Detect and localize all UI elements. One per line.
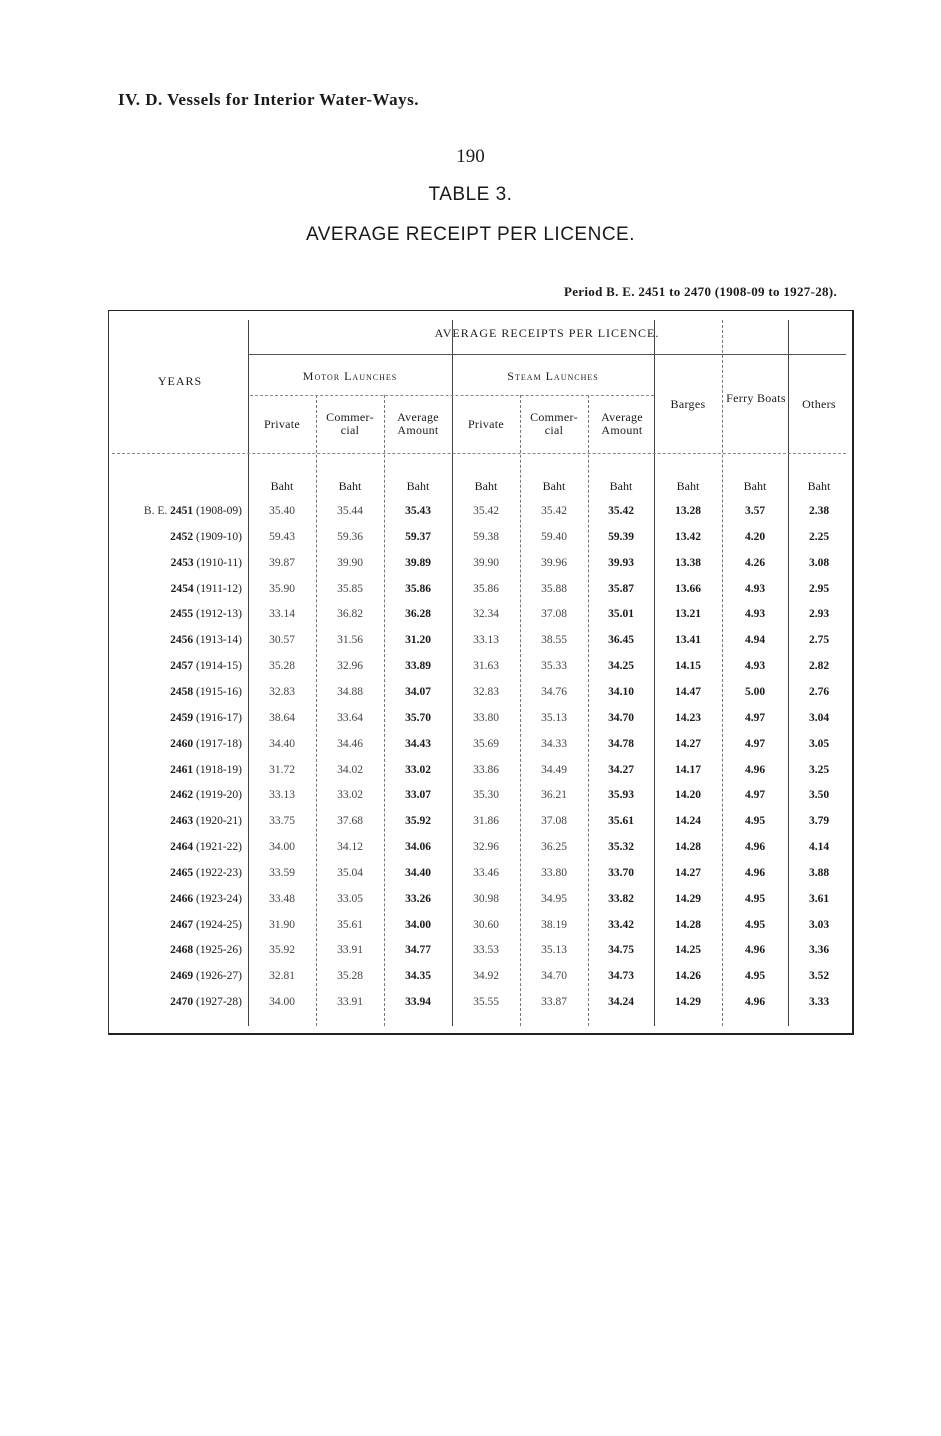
table-cell: 33.02 — [405, 764, 431, 776]
table-rule — [112, 453, 846, 454]
period-note: Period B. E. 2451 to 2470 (1908-09 to 1927-28). — [564, 284, 837, 299]
table-title: TABLE 3. — [428, 184, 513, 205]
table-cell: 38.64 — [269, 712, 295, 724]
row-ad-year: (1915-16) — [196, 686, 242, 698]
table-cell: 35.70 — [405, 712, 431, 724]
table-rule — [250, 395, 654, 396]
table-cell: 3.88 — [808, 867, 830, 879]
table-cell: 33.14 — [269, 608, 295, 620]
table-cell: 34.49 — [541, 764, 567, 776]
table-cell: 2.38 — [808, 505, 830, 517]
table-cell: 34.00 — [405, 919, 431, 931]
row-ad-year: (1918-19) — [196, 764, 242, 776]
row-label — [114, 815, 242, 827]
table-cell: 33.42 — [608, 919, 634, 931]
table-cell: 4.93 — [744, 583, 766, 595]
row-label — [114, 660, 242, 672]
table-cell: 34.95 — [541, 893, 567, 905]
table-cell: 33.70 — [608, 867, 634, 879]
row-ad-year: (1912-13) — [196, 608, 242, 620]
unit-label: Baht — [542, 479, 566, 493]
table-cell: 14.28 — [675, 919, 701, 931]
table-cell: 4.26 — [744, 557, 766, 569]
row-be-year: 2459 — [170, 712, 194, 724]
table-cell: 3.36 — [808, 944, 830, 956]
table-cell: 5.00 — [744, 686, 766, 698]
table-cell: 4.96 — [744, 841, 766, 853]
table-cell: 59.38 — [473, 531, 499, 543]
table-cell: 34.00 — [269, 841, 295, 853]
table-cell: 4.93 — [744, 608, 766, 620]
table-cell: 14.23 — [675, 712, 701, 724]
table-cell: 33.86 — [473, 764, 499, 776]
table-cell: 14.27 — [675, 738, 701, 750]
header-average-receipts: AVERAGE RECEIPTS PER LICENCE. — [434, 326, 660, 340]
table-cell: 4.96 — [744, 996, 766, 1008]
table-cell: 35.55 — [473, 996, 499, 1008]
table-cell: 2.76 — [808, 686, 830, 698]
table-cell: 35.44 — [337, 505, 363, 517]
row-label — [114, 531, 242, 543]
table-cell: 13.42 — [675, 531, 701, 543]
row-ad-year: (1919-20) — [196, 789, 242, 801]
table-cell: 35.88 — [541, 583, 567, 595]
row-label — [114, 841, 242, 853]
row-label — [114, 557, 242, 569]
table-cell: 35.93 — [608, 789, 634, 801]
row-ad-year: (1911-12) — [196, 583, 242, 595]
table-cell: 34.73 — [608, 970, 634, 982]
table-cell: 35.42 — [608, 505, 634, 517]
table-cell: 3.04 — [808, 712, 830, 724]
table-cell: 33.89 — [405, 660, 431, 672]
table-cell: 37.68 — [337, 815, 363, 827]
table-cell: 34.88 — [337, 686, 363, 698]
table-cell: 3.50 — [808, 789, 830, 801]
table-cell: 33.59 — [269, 867, 295, 879]
unit-label: Baht — [676, 479, 700, 493]
header-steam-private: Private — [467, 417, 505, 431]
row-prefix: B. E. — [143, 505, 171, 517]
table-cell: 33.82 — [608, 893, 634, 905]
table-cell: 34.46 — [337, 738, 363, 750]
table-cell: 37.08 — [541, 608, 567, 620]
table-cell: 35.92 — [269, 944, 295, 956]
header-barges: Barges — [670, 397, 706, 411]
table-rule — [248, 354, 846, 355]
table-cell: 32.34 — [473, 608, 499, 620]
table-cell: 59.40 — [541, 531, 567, 543]
row-ad-year: (1909-10) — [196, 531, 242, 543]
header-ferry-boats: Ferry Boats — [726, 391, 786, 405]
table-cell: 33.13 — [269, 789, 295, 801]
table-cell: 33.07 — [405, 789, 431, 801]
table-cell: 36.82 — [337, 608, 363, 620]
table-cell: 34.77 — [405, 944, 431, 956]
table-cell: 33.13 — [473, 634, 499, 646]
table-cell: 39.89 — [405, 557, 431, 569]
row-label — [114, 712, 242, 724]
table-cell: 2.25 — [808, 531, 830, 543]
unit-label: Baht — [807, 479, 831, 493]
row-ad-year: (1927-28) — [196, 996, 242, 1008]
table-cell: 13.28 — [675, 505, 701, 517]
table-cell: 34.35 — [405, 970, 431, 982]
table-cell: 35.87 — [608, 583, 634, 595]
table-cell: 36.25 — [541, 841, 567, 853]
table-cell: 34.76 — [541, 686, 567, 698]
table-cell: 34.07 — [405, 686, 431, 698]
table-cell: 34.00 — [269, 996, 295, 1008]
table-cell: 30.60 — [473, 919, 499, 931]
table-cell: 4.94 — [744, 634, 766, 646]
row-be-year: 2458 — [170, 686, 194, 698]
table-cell: 38.55 — [541, 634, 567, 646]
row-be-year: 2469 — [170, 970, 194, 982]
table-cell: 4.93 — [744, 660, 766, 672]
table-cell: 34.40 — [269, 738, 295, 750]
row-be-year: 2462 — [170, 789, 194, 801]
table-cell: 13.66 — [675, 583, 701, 595]
table-cell: 35.86 — [405, 583, 431, 595]
row-label — [114, 764, 242, 776]
row-be-year: 2453 — [170, 557, 194, 569]
table-cell: 14.20 — [675, 789, 701, 801]
table-subtitle: AVERAGE RECEIPT PER LICENCE. — [306, 224, 635, 245]
header-motor-launches: Motor Launches — [302, 369, 398, 383]
table-cell: 3.05 — [808, 738, 830, 750]
table-cell: 33.46 — [473, 867, 499, 879]
table-cell: 35.13 — [541, 944, 567, 956]
table-cell: 35.69 — [473, 738, 499, 750]
table-cell: 34.06 — [405, 841, 431, 853]
row-ad-year: (1913-14) — [196, 634, 242, 646]
table-cell: 35.33 — [541, 660, 567, 672]
row-ad-year: (1908-09) — [196, 505, 242, 517]
table-cell: 4.96 — [744, 867, 766, 879]
row-be-year: 2457 — [170, 660, 194, 672]
table-cell: 4.96 — [744, 764, 766, 776]
table-cell: 14.29 — [675, 996, 701, 1008]
table-cell: 33.80 — [541, 867, 567, 879]
table-cell: 39.96 — [541, 557, 567, 569]
table-cell: 2.75 — [808, 634, 830, 646]
row-label — [114, 789, 242, 801]
table-cell: 33.91 — [337, 944, 363, 956]
row-label — [114, 867, 242, 879]
table-cell: 34.27 — [608, 764, 634, 776]
table-cell: 4.96 — [744, 944, 766, 956]
header-motor-average: Average Amount — [397, 410, 439, 437]
table-cell: 32.81 — [269, 970, 295, 982]
table-cell: 34.70 — [541, 970, 567, 982]
table-cell: 14.17 — [675, 764, 701, 776]
table-cell: 4.14 — [808, 841, 830, 853]
table-cell: 38.19 — [541, 919, 567, 931]
row-be-year: 2456 — [170, 634, 194, 646]
table-cell: 34.78 — [608, 738, 634, 750]
table-cell: 39.87 — [269, 557, 295, 569]
table-cell: 14.27 — [675, 867, 701, 879]
table-cell: 13.38 — [675, 557, 701, 569]
table-cell: 35.32 — [608, 841, 634, 853]
table-cell: 4.97 — [744, 738, 766, 750]
row-label — [114, 944, 242, 956]
table-cell: 35.85 — [337, 583, 363, 595]
table-cell: 34.43 — [405, 738, 431, 750]
table-cell: 31.72 — [269, 764, 295, 776]
table-cell: 35.61 — [337, 919, 363, 931]
table-cell: 14.47 — [675, 686, 701, 698]
row-ad-year: (1922-23) — [196, 867, 242, 879]
table-cell: 33.48 — [269, 893, 295, 905]
row-ad-year: (1920-21) — [196, 815, 242, 827]
table-cell: 13.41 — [675, 634, 701, 646]
table-cell: 31.63 — [473, 660, 499, 672]
unit-label: Baht — [474, 479, 498, 493]
table-cell: 59.36 — [337, 531, 363, 543]
page-number: 190 — [456, 146, 485, 167]
table-cell: 31.90 — [269, 919, 295, 931]
row-label — [114, 634, 242, 646]
row-label — [114, 970, 242, 982]
row-ad-year: (1925-26) — [196, 944, 242, 956]
table-cell: 35.43 — [405, 505, 431, 517]
table-cell: 34.92 — [473, 970, 499, 982]
table-cell: 3.57 — [744, 505, 766, 517]
row-label — [114, 996, 242, 1008]
table-cell: 34.33 — [541, 738, 567, 750]
table-cell: 35.42 — [541, 505, 567, 517]
unit-label: Baht — [743, 479, 767, 493]
table-cell: 3.03 — [808, 919, 830, 931]
table-cell: 3.61 — [808, 893, 830, 905]
row-be-year: 2468 — [170, 944, 194, 956]
table-cell: 4.95 — [744, 815, 766, 827]
table-cell: 59.43 — [269, 531, 295, 543]
row-be-year: 2460 — [170, 738, 194, 750]
table-cell: 3.33 — [808, 996, 830, 1008]
header-steam-launches: Steam Launches — [507, 369, 599, 383]
table-cell: 33.87 — [541, 996, 567, 1008]
table-cell: 14.25 — [675, 944, 701, 956]
table-cell: 33.75 — [269, 815, 295, 827]
table-cell: 32.83 — [269, 686, 295, 698]
unit-label: Baht — [338, 479, 362, 493]
table-cell: 35.04 — [337, 867, 363, 879]
table-cell: 59.37 — [405, 531, 431, 543]
table-cell: 33.64 — [337, 712, 363, 724]
table-cell: 14.15 — [675, 660, 701, 672]
row-ad-year: (1914-15) — [196, 660, 242, 672]
table-cell: 3.08 — [808, 557, 830, 569]
header-others: Others — [802, 397, 836, 411]
table-cell: 35.13 — [541, 712, 567, 724]
table-cell: 34.75 — [608, 944, 634, 956]
table-cell: 34.25 — [608, 660, 634, 672]
unit-label: Baht — [609, 479, 633, 493]
table-cell: 33.02 — [337, 789, 363, 801]
table-cell: 33.05 — [337, 893, 363, 905]
row-be-year: 2455 — [170, 608, 194, 620]
table-cell: 32.96 — [337, 660, 363, 672]
table-cell: 34.40 — [405, 867, 431, 879]
table-cell: 14.29 — [675, 893, 701, 905]
table-cell: 36.45 — [608, 634, 634, 646]
row-label — [114, 893, 242, 905]
table-cell: 35.92 — [405, 815, 431, 827]
row-label — [114, 505, 242, 517]
table-cell: 35.28 — [269, 660, 295, 672]
table-cell: 4.95 — [744, 970, 766, 982]
header-steam-average: Average Amount — [601, 410, 643, 437]
table-cell: 33.91 — [337, 996, 363, 1008]
row-ad-year: (1917-18) — [196, 738, 242, 750]
table-cell: 2.95 — [808, 583, 830, 595]
table-cell: 59.39 — [608, 531, 634, 543]
row-be-year: 2465 — [170, 867, 194, 879]
row-ad-year: (1921-22) — [196, 841, 242, 853]
table-cell: 39.90 — [337, 557, 363, 569]
table-cell: 33.26 — [405, 893, 431, 905]
table-cell: 33.80 — [473, 712, 499, 724]
table-cell: 13.21 — [675, 608, 701, 620]
table-cell: 34.24 — [608, 996, 634, 1008]
table-cell: 36.21 — [541, 789, 567, 801]
table-cell: 30.98 — [473, 893, 499, 905]
section-heading: IV. D. Vessels for Interior Water-Ways. — [118, 90, 419, 109]
table-cell: 37.08 — [541, 815, 567, 827]
table-cell: 35.30 — [473, 789, 499, 801]
row-label — [114, 919, 242, 931]
table-cell: 31.86 — [473, 815, 499, 827]
header-steam-commercial: Commer-cial — [530, 410, 578, 437]
table-cell: 32.83 — [473, 686, 499, 698]
table-cell: 4.95 — [744, 893, 766, 905]
table-cell: 14.24 — [675, 815, 701, 827]
row-ad-year: (1926-27) — [196, 970, 242, 982]
table-cell: 14.28 — [675, 841, 701, 853]
table-cell: 30.57 — [269, 634, 295, 646]
table-cell: 3.52 — [808, 970, 830, 982]
row-ad-year: (1924-25) — [196, 919, 242, 931]
table-cell: 3.25 — [808, 764, 830, 776]
row-label — [114, 608, 242, 620]
table-cell: 2.82 — [808, 660, 830, 672]
header-years: YEARS — [157, 374, 203, 388]
table-cell: 32.96 — [473, 841, 499, 853]
row-label — [114, 583, 242, 595]
table-cell: 34.12 — [337, 841, 363, 853]
table-cell: 2.93 — [808, 608, 830, 620]
row-be-year: 2454 — [170, 583, 194, 595]
table-cell: 4.97 — [744, 789, 766, 801]
row-ad-year: (1910-11) — [196, 557, 242, 569]
table-cell: 35.28 — [337, 970, 363, 982]
row-be-year: 2451 — [170, 505, 194, 517]
table-cell: 35.90 — [269, 583, 295, 595]
header-motor-commercial: Commer-cial — [326, 410, 374, 437]
table-cell: 36.28 — [405, 608, 431, 620]
unit-label: Baht — [406, 479, 430, 493]
table-cell: 33.53 — [473, 944, 499, 956]
table-cell: 34.70 — [608, 712, 634, 724]
table-cell: 33.94 — [405, 996, 431, 1008]
row-be-year: 2463 — [170, 815, 194, 827]
table-cell: 35.61 — [608, 815, 634, 827]
table-cell: 35.40 — [269, 505, 295, 517]
row-label — [114, 738, 242, 750]
row-be-year: 2452 — [170, 531, 194, 543]
table-cell: 34.10 — [608, 686, 634, 698]
table-cell: 35.86 — [473, 583, 499, 595]
table-cell: 39.93 — [608, 557, 634, 569]
row-ad-year: (1923-24) — [196, 893, 242, 905]
row-be-year: 2464 — [170, 841, 194, 853]
table-cell: 35.01 — [608, 608, 634, 620]
table-cell: 4.97 — [744, 712, 766, 724]
row-be-year: 2461 — [170, 764, 194, 776]
table-cell: 3.79 — [808, 815, 830, 827]
row-be-year: 2467 — [170, 919, 194, 931]
table-cell: 31.56 — [337, 634, 363, 646]
table-cell: 34.02 — [337, 764, 363, 776]
unit-label: Baht — [270, 479, 294, 493]
table-cell: 4.20 — [744, 531, 766, 543]
table-cell: 35.42 — [473, 505, 499, 517]
row-ad-year: (1916-17) — [196, 712, 242, 724]
row-be-year: 2466 — [170, 893, 194, 905]
row-label — [114, 686, 242, 698]
row-be-year: 2470 — [170, 996, 194, 1008]
table-cell: 39.90 — [473, 557, 499, 569]
table-cell: 31.20 — [405, 634, 431, 646]
table-cell: 14.26 — [675, 970, 701, 982]
header-motor-private: Private — [263, 417, 301, 431]
table-cell: 4.95 — [744, 919, 766, 931]
